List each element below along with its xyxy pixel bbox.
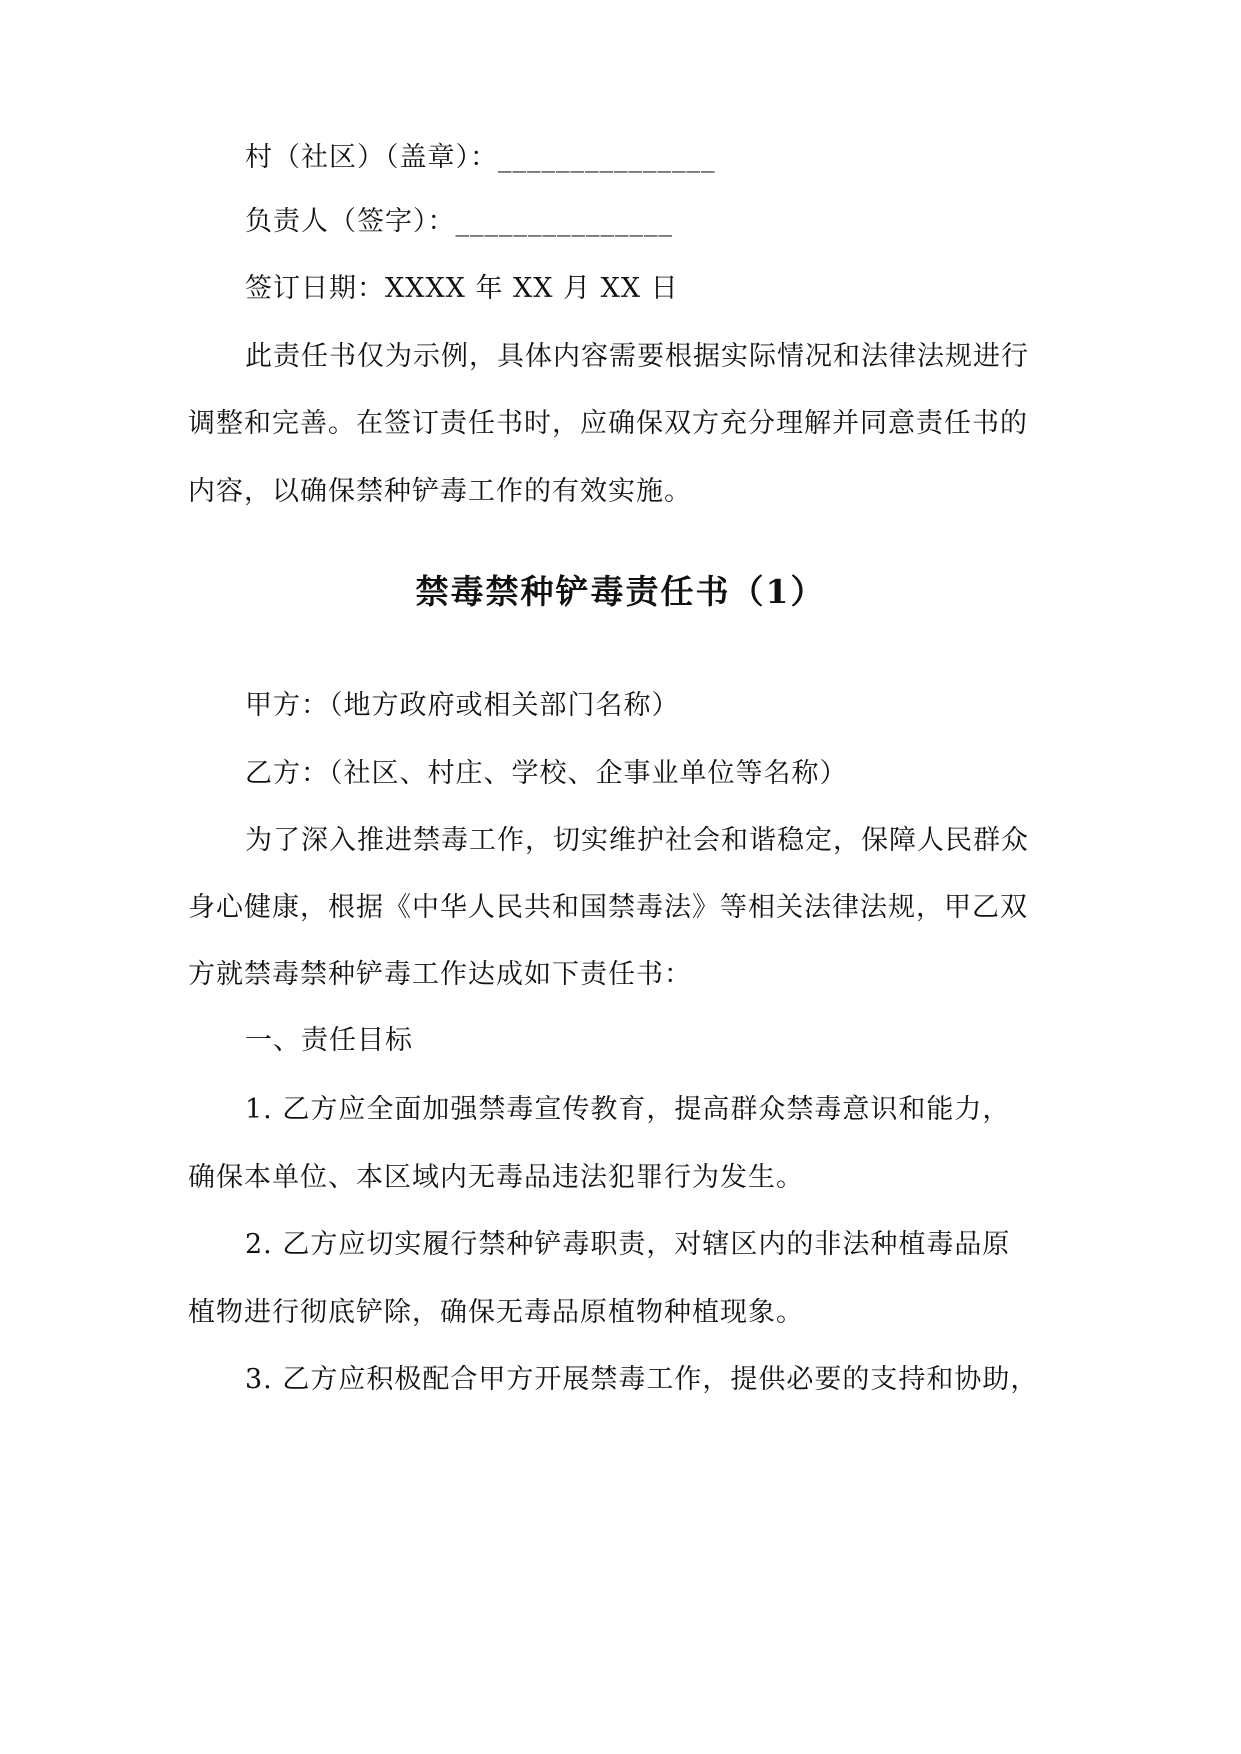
note-line-1: 此责任书仅为示例，具体内容需要根据实际情况和法律法规进行	[245, 341, 1029, 372]
note-line-3: 内容，以确保禁种铲毒工作的有效实施。	[188, 476, 692, 507]
preamble-line-1: 为了深入推进禁毒工作，切实维护社会和谐稳定，保障人民群众	[245, 825, 1029, 856]
item-2-line-1: 2. 乙方应切实履行禁种铲毒职责，对辖区内的非法种植毒品原	[245, 1229, 1011, 1260]
signing-date-line: 签订日期：XXXX 年 XX 月 XX 日	[245, 273, 679, 304]
item-1-line-1: 1. 乙方应全面加强禁毒宣传教育，提高群众禁毒意识和能力，	[245, 1094, 1011, 1125]
party-a-line: 甲方：（地方政府或相关部门名称）	[245, 690, 680, 721]
document-title: 禁毒禁种铲毒责任书（1）	[415, 572, 826, 611]
item-2-line-2: 植物进行彻底铲除，确保无毒品原植物种植现象。	[188, 1297, 804, 1328]
item-1-line-2: 确保本单位、本区域内无毒品违法犯罪行为发生。	[188, 1162, 804, 1193]
item-3-line-1: 3. 乙方应积极配合甲方开展禁毒工作，提供必要的支持和协助，	[245, 1364, 1039, 1395]
party-b-line: 乙方：（社区、村庄、学校、企事业单位等名称）	[245, 758, 848, 789]
note-line-2: 调整和完善。在签订责任书时，应确保双方充分理解并同意责任书的	[188, 408, 1028, 439]
preamble-line-3: 方就禁毒禁种铲毒工作达成如下责任书：	[188, 959, 692, 990]
preamble-line-2: 身心健康，根据《中华人民共和国禁毒法》等相关法律法规，甲乙双	[188, 892, 1028, 923]
village-seal-line: 村（社区）（盖章）：_______________	[245, 142, 716, 173]
section-heading: 一、责任目标	[245, 1025, 413, 1056]
responsible-signature-line: 负责人（签字）：_______________	[245, 206, 673, 237]
